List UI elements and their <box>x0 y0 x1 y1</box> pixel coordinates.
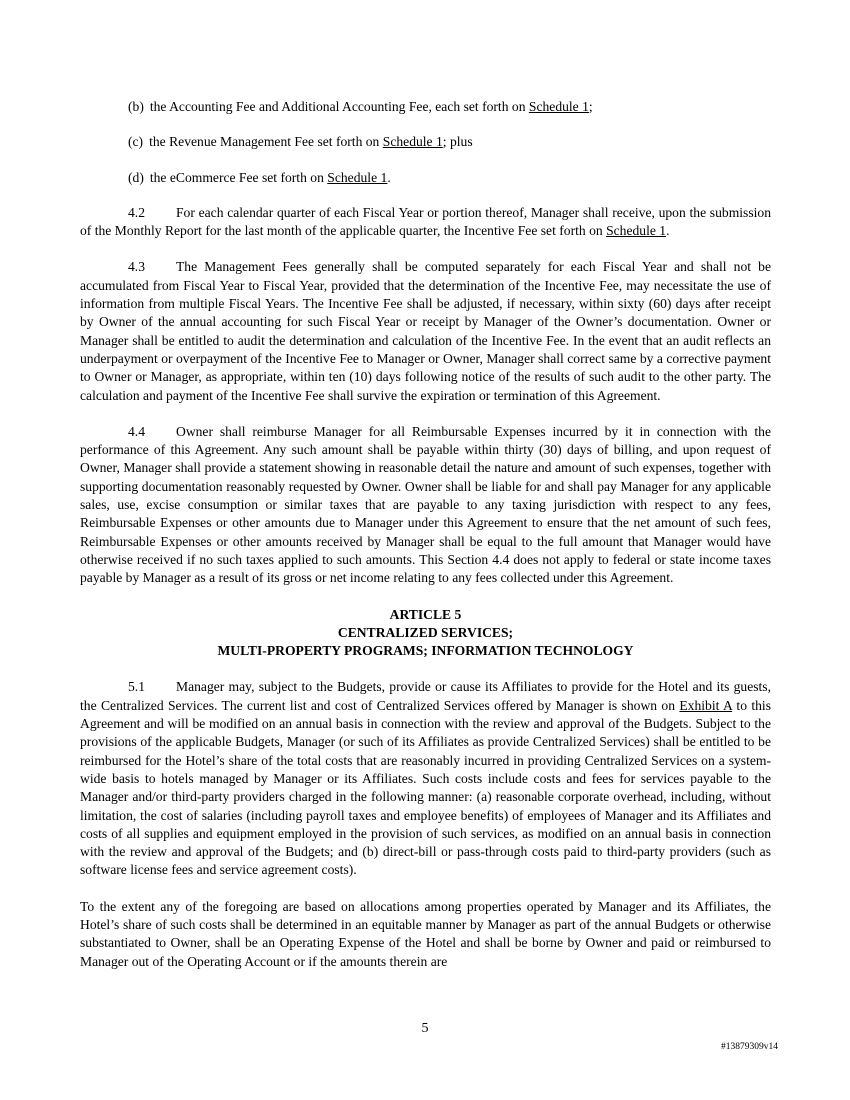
article-number: ARTICLE 5 <box>389 606 462 622</box>
section-4-2 <box>80 204 771 241</box>
list-text: the Revenue Management Fee set forth on <box>149 134 383 150</box>
section-4-4 <box>80 423 771 588</box>
exhibit-a-link: Exhibit A <box>679 697 733 713</box>
section-text: Owner shall reimburse Manager for all Reimbursable Expenses incurred by it in connection with the performance of this Agreement. Any such amount shall be payable within thirty (30) days of billing, and upon request of Owner, Manager shall provide a statement showing in reasonable detail the nature and amount of such expenses, together with supporting documentation reasonably requested by Owner. Owner shall be liable for and shall pay Manager for any applicable sales, use, excise consumption or similar taxes that are payable to any taxing jurisdiction with respect to any fees, Reimbursable Expenses or other amounts due to Manager under this Agreement to ensure that the net amount of such fees, Reimbursable Expenses or other amounts received by Manager shall be equal to the full amount that Manager would have otherwise received if no such taxes applied to such amounts. This Section 4.4 does not apply to federal or state income taxes payable by Manager as a result of its gross or net income relating to any fees collected under this Agreement. <box>80 423 771 586</box>
section-number: 4.3 <box>128 259 145 275</box>
section-number: 4.4 <box>128 423 145 439</box>
schedule-1-link: Schedule 1 <box>606 223 667 239</box>
article-title-line-2: MULTI-PROPERTY PROGRAMS; INFORMATION TECHNOLOGY <box>217 643 634 659</box>
list-text: the Accounting Fee and Additional Accounting Fee, each set forth on <box>149 99 529 114</box>
list-item-d <box>80 169 771 187</box>
schedule-1-link: Schedule 1 <box>327 169 388 185</box>
list-text-end: . <box>387 169 391 185</box>
closing-paragraph: To the extent any of the foregoing are based on allocations among properties operated by Manager and its Affiliates, the Hotel’s share of such costs shall be determined in an equitable manner by Manager as part of the annual Budgets or otherwise substantiated to Owner, shall be an Operating Expense of the Hotel and shall be borne by Owner and paid or reimbursed to Manager out of the Operating Account or if the amounts therein are <box>80 898 771 969</box>
section-number: 4.2 <box>128 204 145 220</box>
list-text-end: ; <box>588 99 593 114</box>
document-id: #13879309v14 <box>721 1042 778 1052</box>
section-text: For each calendar quarter of each Fiscal Year or portion thereof, Manager shall receive, upon the submission of the Monthly Report for the last month of the applicable quarter, the Incentive Fee set forth on <box>80 204 771 239</box>
list-text: the eCommerce Fee set forth on <box>149 169 328 185</box>
article-title-line-1: CENTRALIZED SERVICES; <box>337 624 514 640</box>
article-heading <box>80 606 771 661</box>
schedule-1-link: Schedule 1 <box>382 134 443 150</box>
list-label: (b) <box>128 99 144 114</box>
section-5-1 <box>80 678 771 879</box>
section-text: Manager may, subject to the Budgets, provide or cause its Affiliates to provide for the Hotel and its guests, the Centralized Services. The current list and cost of Centralized Services offered by Manager is shown on <box>80 679 771 713</box>
list-label: (c) <box>128 134 144 150</box>
section-text-end: to this Agreement and will be modified on an annual basis in connection with the review and approval of the Budgets. Subject to the provisions of the applicable Budgets, Manager (or such of its Affiliates as provide Centralized Services) shall be entitled to be reimbursed for the Hotel’s share of the total costs that are reasonably incurred in providing Centralized Services on a system-wide basis to hotels managed by Manager or its Affiliates. Such costs include costs and fees for services payable to the Manager and/or third-party providers charged in the following manner: (a) reasonable corporate overhead, including, without limitation, the cost of salaries (including payroll taxes and employee benefits) of employees of Manager and its Affiliates and costs of all supplies and equipment employed in the provision of such services, as modified on an annual basis in connection with the review and approval of the Budgets; and (b) direct-bill or pass-through costs paid to third-party providers (such as software license fees and service agreement costs). <box>80 697 772 878</box>
section-text: The Management Fees generally shall be computed separately for each Fiscal Year and shall not be accumulated from Fiscal Year to Fiscal Year, provided that the determination of the Incentive Fee, may necessitate the use of information from multiple Fiscal Years. The Incentive Fee shall be adjusted, if necessary, within sixty (60) days after receipt by Owner of the annual accounting for such Fiscal Year or receipt by Manager of the Owner’s documentation. Owner or Manager shall be entitled to audit the determination and calculation of the Incentive Fee. In the event that an audit reflects an underpayment or overpayment of the Incentive Fee to Manager or Owner, Manager shall correct same by a corrective payment to Owner or Manager, as appropriate, within ten (10) days following notice of the results of such audit to the other party. The calculation and payment of the Incentive Fee shall survive the expiration or termination of this Agreement. <box>80 259 771 403</box>
schedule-1-link: Schedule 1 <box>528 99 589 114</box>
section-number: 5.1 <box>128 679 145 695</box>
list-item-c <box>80 133 771 151</box>
list-text-end: ; plus <box>442 134 473 150</box>
section-4-3 <box>80 258 771 404</box>
document-page <box>80 98 771 989</box>
list-label: (d) <box>128 169 144 185</box>
list-item-b <box>80 98 771 116</box>
page-number: 5 <box>421 1021 429 1036</box>
section-text-end: . <box>666 223 670 239</box>
